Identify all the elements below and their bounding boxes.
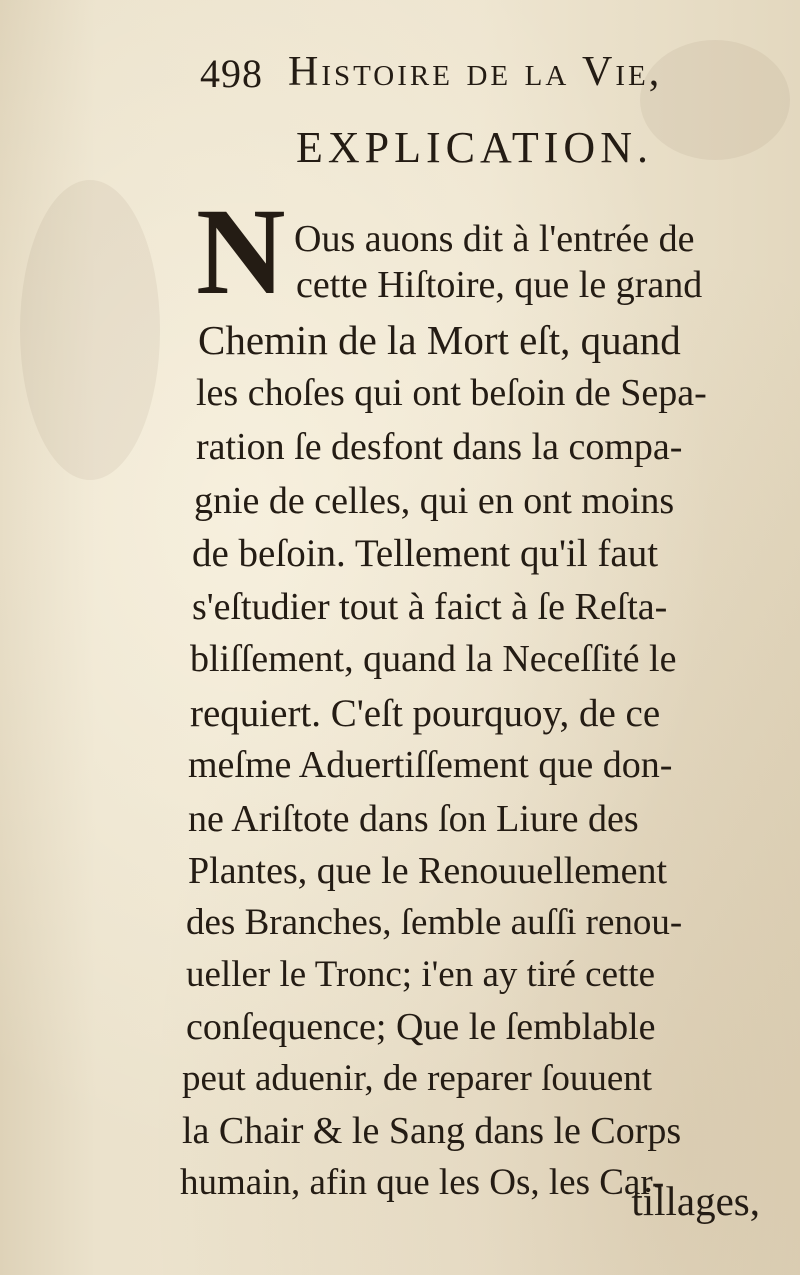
section-title: EXPLICATION. (296, 123, 653, 172)
paper-stain (20, 180, 160, 480)
text-line: les choſes qui ont beſoin de Sepa- (196, 372, 707, 414)
text-line: Plantes, que le Renouuellement (188, 850, 668, 892)
text-line: gnie de celles, qui en ont moins (194, 480, 675, 522)
text-line: Ous auons dit à l'entrée de (294, 218, 695, 260)
text-line: ration ſe desfont dans la compa- (196, 426, 683, 468)
page-number: 498 (200, 51, 263, 96)
catchword: tillages, (631, 1178, 760, 1224)
text-line: conſequence; Que le ſemblable (186, 1006, 656, 1048)
text-line: cette Hiſtoire, que le grand (296, 264, 703, 306)
text-line: de beſoin. Tellement qu'il faut (192, 532, 659, 575)
text-line: meſme Aduertiſſement que don- (188, 744, 673, 786)
text-line: bliſſement, quand la Neceſſité le (190, 638, 677, 680)
text-line: requiert. C'eſt pourquoy, de ce (190, 692, 661, 735)
text-line: Chemin de la Mort eſt, quand (198, 317, 681, 363)
running-head (200, 42, 780, 102)
text-line: ueller le Tronc; i'en ay tiré cette (186, 954, 656, 995)
drop-cap-initial: N (196, 183, 286, 320)
text-line: peut aduenir, de reparer ſouuent (182, 1058, 653, 1099)
text-line: ne Ariſtote dans ſon Liure des (188, 798, 639, 840)
text-line: la Chair & le Sang dans le Corps (182, 1110, 682, 1152)
text-line: humain, afin que les Os, les Car- (180, 1162, 665, 1203)
text-line: s'eſtudier tout à faict à ſe Reſta- (192, 586, 668, 628)
text-line: des Branches, ſemble auſſi renou- (186, 902, 683, 943)
running-title: Histoire de la Vie, (288, 49, 663, 95)
